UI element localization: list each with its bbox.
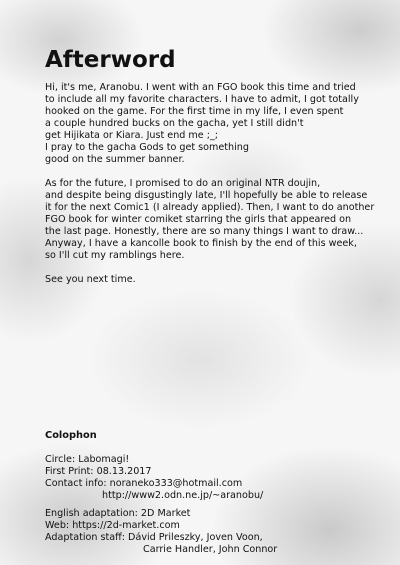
adaptation-staff-continued: Carrie Handler, John Connor xyxy=(143,544,278,555)
text-line: so I'll cut my ramblings here. xyxy=(45,250,185,261)
first-print-date: First Print: 08.13.2017 xyxy=(45,466,152,477)
text-line: hooked on the game. For the first time in my life, I even spent xyxy=(45,106,344,117)
text-line: it for the next Comic1 (I already applied). Then, I want to do another xyxy=(45,202,375,213)
paragraph-gap xyxy=(45,166,375,178)
circle-name: Circle: Labomagi! xyxy=(45,454,130,465)
text-line: a couple hundred bucks on the gacha, yet I still didn't xyxy=(45,118,304,129)
adaptation-staff: Adaptation staff: Dávid Prileszky, Joven Voon, xyxy=(45,532,263,543)
colophon-title: Colophon xyxy=(45,430,97,441)
afterword-section xyxy=(45,47,375,286)
paragraph-gap xyxy=(45,262,375,274)
text-line: As for the future, I promised to do an original NTR doujin, xyxy=(45,178,321,189)
text-line: and despite being disgustingly late, I'll hopefully be able to release xyxy=(45,190,368,201)
text-line: I pray to the gacha Gods to get something xyxy=(45,142,249,153)
page-title: Afterword xyxy=(45,47,176,73)
contact-email: Contact info: noraneko333@hotmail.com xyxy=(45,478,243,489)
text-line: FGO book for winter comiket starring the girls that appeared on xyxy=(45,214,352,225)
text-line: Hi, it's me, Aranobu. I went with an FGO book this time and tried xyxy=(45,82,356,93)
web-url: Web: https://2d-market.com xyxy=(45,520,180,531)
english-adaptation: English adaptation: 2D Market xyxy=(45,508,191,519)
contact-url: http://www2.odn.ne.jp/~aranobu/ xyxy=(102,490,264,501)
closing-line: See you next time. xyxy=(45,274,136,285)
text-line: to include all my favorite characters. I have to admit, I got totally xyxy=(45,94,359,105)
afterword-paragraph-1 xyxy=(45,82,375,166)
afterword-paragraph-2 xyxy=(45,178,375,262)
text-line: the last page. Honestly, there are so many things I want to draw... xyxy=(45,226,364,237)
colophon-section xyxy=(45,430,375,556)
text-line: get Hijikata or Kiara. Just end me ;_; xyxy=(45,130,218,141)
text-line: good on the summer banner. xyxy=(45,154,185,165)
text-line: Anyway, I have a kancolle book to finish by the end of this week, xyxy=(45,238,357,249)
